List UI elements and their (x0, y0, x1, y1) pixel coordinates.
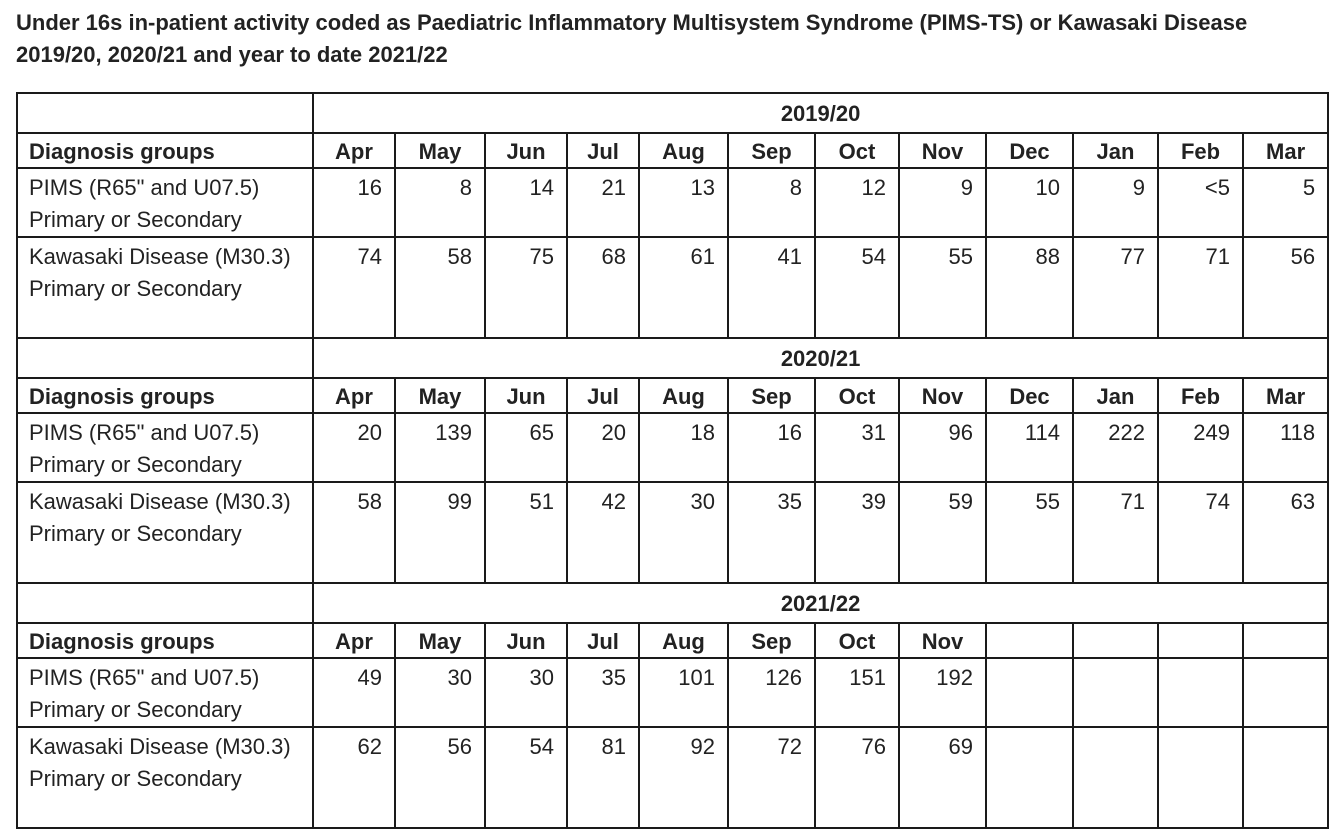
value-cell: 9 (899, 168, 986, 237)
value-cell: 61 (639, 237, 728, 338)
header-row (17, 623, 1328, 658)
table-row (17, 168, 1328, 237)
month-header: Jun (485, 378, 567, 413)
value-cell: 63 (1243, 482, 1328, 583)
year-heading: 2021/22 (313, 583, 1328, 623)
value-cell: 101 (639, 658, 728, 727)
value-cell: 99 (395, 482, 485, 583)
year-row-blank-cell (17, 93, 313, 133)
month-header: Aug (639, 133, 728, 168)
year-row-blank-cell (17, 338, 313, 378)
month-header: Feb (1158, 378, 1243, 413)
value-cell: 126 (728, 658, 815, 727)
month-header: Dec (986, 378, 1073, 413)
value-cell: 96 (899, 413, 986, 482)
value-cell: 8 (728, 168, 815, 237)
value-cell: 58 (395, 237, 485, 338)
value-cell: 192 (899, 658, 986, 727)
value-cell: 55 (986, 482, 1073, 583)
table-row (17, 413, 1328, 482)
value-cell (1243, 727, 1328, 828)
month-header: Nov (899, 378, 986, 413)
month-header: Sep (728, 133, 815, 168)
value-cell: 59 (899, 482, 986, 583)
month-header: Sep (728, 378, 815, 413)
value-cell: 20 (313, 413, 395, 482)
value-cell: 5 (1243, 168, 1328, 237)
value-cell: 222 (1073, 413, 1158, 482)
value-cell: 16 (728, 413, 815, 482)
month-header: Dec (986, 133, 1073, 168)
value-cell: 56 (395, 727, 485, 828)
value-cell: 9 (1073, 168, 1158, 237)
value-cell (1158, 727, 1243, 828)
value-cell: 92 (639, 727, 728, 828)
value-cell: 41 (728, 237, 815, 338)
month-header (1073, 623, 1158, 658)
month-header: Oct (815, 133, 899, 168)
table-row (17, 727, 1328, 828)
activity-table (16, 92, 1329, 829)
value-cell: 55 (899, 237, 986, 338)
value-cell: 30 (485, 658, 567, 727)
diagnosis-groups-header: Diagnosis groups (17, 623, 313, 658)
value-cell: 51 (485, 482, 567, 583)
month-header: Mar (1243, 378, 1328, 413)
month-header: Jan (1073, 378, 1158, 413)
value-cell: 16 (313, 168, 395, 237)
month-header: Aug (639, 378, 728, 413)
month-header (1158, 623, 1243, 658)
month-header: May (395, 378, 485, 413)
diagnosis-group-label: Kawasaki Disease (M30.3) Primary or Secondary (17, 727, 313, 828)
value-cell: 74 (1158, 482, 1243, 583)
month-header: Jul (567, 378, 639, 413)
month-header: May (395, 133, 485, 168)
value-cell: 114 (986, 413, 1073, 482)
table-row (17, 237, 1328, 338)
month-header: Jul (567, 133, 639, 168)
value-cell: 14 (485, 168, 567, 237)
value-cell: 58 (313, 482, 395, 583)
value-cell: 8 (395, 168, 485, 237)
diagnosis-group-label: Kawasaki Disease (M30.3) Primary or Secondary (17, 482, 313, 583)
month-header: Jan (1073, 133, 1158, 168)
value-cell: 20 (567, 413, 639, 482)
header-row (17, 133, 1328, 168)
value-cell: 69 (899, 727, 986, 828)
value-cell: 30 (395, 658, 485, 727)
value-cell: 118 (1243, 413, 1328, 482)
year-row (17, 583, 1328, 623)
month-header: May (395, 623, 485, 658)
month-header: Apr (313, 133, 395, 168)
year-heading: 2020/21 (313, 338, 1328, 378)
value-cell: 72 (728, 727, 815, 828)
value-cell: 21 (567, 168, 639, 237)
value-cell: 76 (815, 727, 899, 828)
value-cell: 54 (815, 237, 899, 338)
value-cell: 71 (1073, 482, 1158, 583)
value-cell: 49 (313, 658, 395, 727)
month-header: Jun (485, 623, 567, 658)
value-cell: 54 (485, 727, 567, 828)
diagnosis-group-label: PIMS (R65" and U07.5) Primary or Secondary (17, 168, 313, 237)
value-cell (986, 658, 1073, 727)
month-header: Feb (1158, 133, 1243, 168)
diagnosis-groups-header: Diagnosis groups (17, 133, 313, 168)
year-row-blank-cell (17, 583, 313, 623)
value-cell: 65 (485, 413, 567, 482)
value-cell: 13 (639, 168, 728, 237)
month-header: Jun (485, 133, 567, 168)
month-header: Apr (313, 623, 395, 658)
value-cell: 151 (815, 658, 899, 727)
value-cell: 77 (1073, 237, 1158, 338)
value-cell (986, 727, 1073, 828)
diagnosis-group-label: Kawasaki Disease (M30.3) Primary or Secondary (17, 237, 313, 338)
month-header: Apr (313, 378, 395, 413)
table-row (17, 658, 1328, 727)
page-title: Under 16s in-patient activity coded as Paediatric Inflammatory Multisystem Syndrome (PIMS-TS) or Kawasaki Disease 2019/20, 2020/21 and year to date 2021/22 (16, 10, 1248, 67)
value-cell (1158, 658, 1243, 727)
value-cell: 10 (986, 168, 1073, 237)
month-header: Nov (899, 133, 986, 168)
value-cell: 71 (1158, 237, 1243, 338)
year-heading: 2019/20 (313, 93, 1328, 133)
diagnosis-group-label: PIMS (R65" and U07.5) Primary or Secondary (17, 413, 313, 482)
month-header: Sep (728, 623, 815, 658)
month-header (1243, 623, 1328, 658)
month-header: Mar (1243, 133, 1328, 168)
value-cell: 74 (313, 237, 395, 338)
month-header: Jul (567, 623, 639, 658)
value-cell: 62 (313, 727, 395, 828)
value-cell: 68 (567, 237, 639, 338)
value-cell (1073, 727, 1158, 828)
value-cell: 42 (567, 482, 639, 583)
month-header (986, 623, 1073, 658)
table-row (17, 482, 1328, 583)
year-row (17, 93, 1328, 133)
value-cell: 56 (1243, 237, 1328, 338)
year-row (17, 338, 1328, 378)
diagnosis-groups-header: Diagnosis groups (17, 378, 313, 413)
diagnosis-group-label: PIMS (R65" and U07.5) Primary or Secondary (17, 658, 313, 727)
value-cell: 139 (395, 413, 485, 482)
value-cell (1073, 658, 1158, 727)
value-cell: 12 (815, 168, 899, 237)
header-row (17, 378, 1328, 413)
value-cell: 39 (815, 482, 899, 583)
value-cell (1243, 658, 1328, 727)
value-cell: 88 (986, 237, 1073, 338)
value-cell: 81 (567, 727, 639, 828)
value-cell: 31 (815, 413, 899, 482)
value-cell: 30 (639, 482, 728, 583)
value-cell: 35 (728, 482, 815, 583)
month-header: Aug (639, 623, 728, 658)
month-header: Oct (815, 623, 899, 658)
value-cell: 18 (639, 413, 728, 482)
value-cell: 75 (485, 237, 567, 338)
value-cell: 35 (567, 658, 639, 727)
value-cell: <5 (1158, 168, 1243, 237)
value-cell: 249 (1158, 413, 1243, 482)
month-header: Oct (815, 378, 899, 413)
month-header: Nov (899, 623, 986, 658)
